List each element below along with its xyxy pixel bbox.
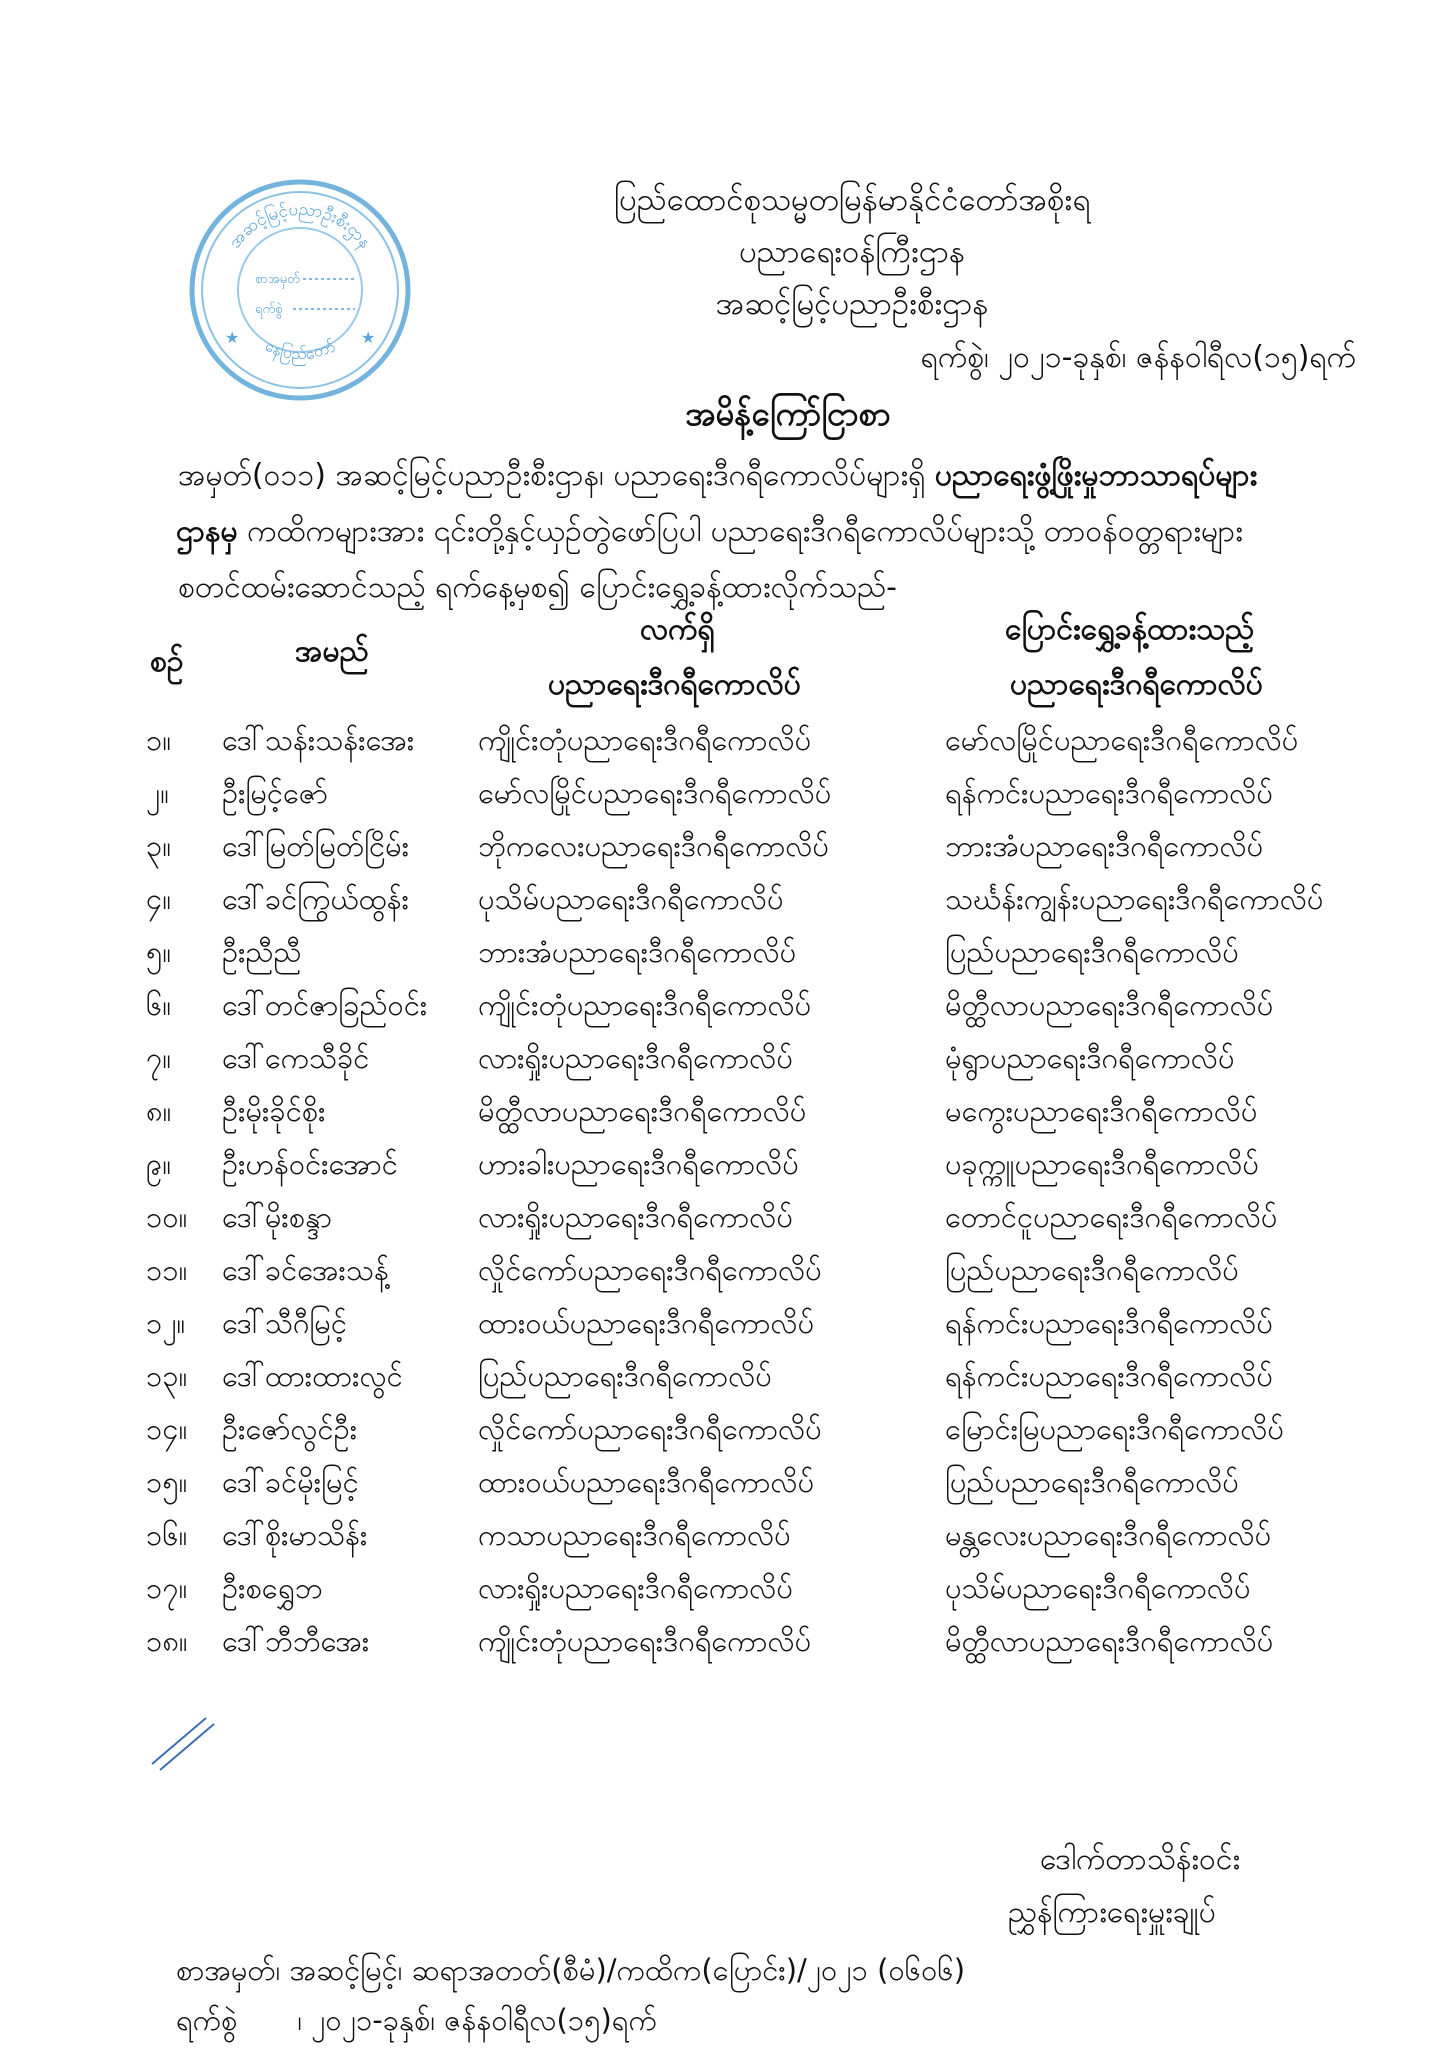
- table-row: [0, 1197, 1448, 1250]
- table-row: [0, 932, 1448, 985]
- row-name: ဦးညီညီ: [222, 935, 302, 969]
- row-current-college: ထားဝယ်ပညာရေးဒီဂရီကောလိပ်: [478, 1465, 815, 1499]
- signer-name: ဒေါက်တာသိန်းဝင်း: [1040, 1842, 1241, 1877]
- row-current-college: လှိုင်ကော်ပညာရေးဒီဂရီကောလိပ်: [478, 1412, 822, 1446]
- row-number: ၁၄။: [146, 1412, 188, 1446]
- table-row: [0, 985, 1448, 1038]
- row-new-college: ရန်ကင်းပညာရေးဒီဂရီကောလိပ်: [945, 776, 1273, 810]
- row-new-college: မုံရွာပညာရေးဒီဂရီကောလိပ်: [945, 1041, 1235, 1075]
- seal-line1: စာအမှတ်: [255, 272, 300, 287]
- row-current-college: ဘိုကလေးပညာရေးဒီဂရီကောလိပ်: [478, 829, 829, 863]
- table-header: [0, 610, 1448, 720]
- row-new-college: ပုသိမ်ပညာရေးဒီဂရီကောလိပ်: [945, 1571, 1251, 1605]
- row-current-college: ကျိုင်းတုံပညာရေးဒီဂရီကောလိပ်: [478, 723, 812, 757]
- seal-top-text: အဆင့်မြင့်ပညာဦးစီးဌာန: [224, 199, 376, 253]
- seal-bottom-text: နေပြည်တော်: [262, 335, 338, 365]
- row-current-college: လားရှိုးပညာရေးဒီဂရီကောလိပ်: [478, 1571, 793, 1605]
- table-row: [0, 1409, 1448, 1462]
- row-name: ဒေါ်သီဂီမြင့်: [222, 1306, 347, 1340]
- row-name: ဒေါ်တင်ဇာခြည်ဝင်း: [222, 988, 428, 1022]
- reference-date-value: ၊ ၂၀၂၁-ခုနှစ်၊ ဇန်နဝါရီလ(၁၅)ရက်: [297, 2003, 657, 2037]
- row-new-college: ရန်ကင်းပညာရေးဒီဂရီကောလိပ်: [945, 1306, 1273, 1340]
- row-number: ၂။: [146, 776, 170, 810]
- row-name: ဦးစရွှေဘ: [222, 1571, 323, 1605]
- row-new-college: မိတ္ထီလာပညာရေးဒီဂရီကောလိပ်: [945, 988, 1274, 1022]
- header-current-2: ပညာရေးဒီဂရီကောလိပ်: [548, 667, 801, 702]
- row-name: ဒေါ်ခင်အေးသန့်: [222, 1253, 389, 1287]
- row-number: ၁၀။: [146, 1200, 188, 1234]
- row-current-college: ပြည်ပညာရေးဒီဂရီကောလိပ်: [478, 1359, 772, 1393]
- svg-text:★: ★: [225, 328, 240, 347]
- row-current-college: မိတ္ထီလာပညာရေးဒီဂရီကောလိပ်: [478, 1094, 807, 1128]
- table-row: [0, 720, 1448, 773]
- row-name: ဒေါ်မိုးစန္ဒာ: [222, 1200, 332, 1234]
- row-number: ၁၇။: [146, 1571, 188, 1605]
- row-number: ၇။: [146, 1041, 172, 1075]
- row-name: ဒေါ်မြတ်မြတ်ငြိမ်း: [222, 829, 410, 863]
- row-name: ဒေါ်ထားထားလွင်: [222, 1359, 403, 1393]
- row-new-college: တောင်ငူပညာရေးဒီဂရီကောလိပ်: [945, 1200, 1278, 1234]
- row-name: ဒေါ်သန်းသန်းအေး: [222, 723, 415, 757]
- paragraph-part1: အမှတ်(၀၁၁) အဆင့်မြင့်ပညာဦးစီးဌာန၊ ပညာရေးဒီဂရီကောလိပ်များရှိ: [178, 458, 935, 493]
- body-paragraph: [178, 448, 1370, 616]
- row-current-college: ကျိုင်းတုံပညာရေးဒီဂရီကောလိပ်: [478, 1624, 812, 1658]
- row-new-college: ရန်ကင်းပညာရေးဒီဂရီကောလိပ်: [945, 1359, 1273, 1393]
- row-number: ၁၃။: [146, 1359, 188, 1393]
- table-row: [0, 1038, 1448, 1091]
- table-row: [0, 1462, 1448, 1515]
- row-number: ၁၆။: [146, 1518, 188, 1552]
- table-row: [0, 879, 1448, 932]
- row-new-college: ပြည်ပညာရေးဒီဂရီကောလိပ်: [945, 1465, 1239, 1499]
- row-current-college: ထားဝယ်ပညာရေးဒီဂရီကောလိပ်: [478, 1306, 815, 1340]
- row-new-college: ဘားအံပညာရေးဒီဂရီကောလိပ်: [945, 829, 1264, 863]
- row-new-college: မန္တလေးပညာရေးဒီဂရီကောလိပ်: [945, 1518, 1272, 1552]
- paragraph-part2: ကထိကများအား ၎င်းတို့နှင့်ယှဉ်တွဲဖော်ပြပါ ပညာရေးဒီဂရီကောလိပ်များသို့ တာဝန်ဝတ္တရားများ: [237, 514, 1243, 549]
- reference-number: စာအမှတ်၊ အဆင့်မြင့်၊ ဆရာအတတ်(စီမံ)/ကထိက(ပြောင်း)/၂၀၂၁ (၀၆၀၆): [176, 1953, 966, 1987]
- row-new-college: ပြည်ပညာရေးဒီဂရီကောလိပ်: [945, 1253, 1239, 1287]
- reference-date: [176, 2000, 657, 2040]
- row-current-college: ပုသိမ်ပညာရေးဒီဂရီကောလိပ်: [478, 882, 784, 916]
- seal-line2: ရက်စွဲ: [255, 302, 283, 317]
- row-number: ၈။: [146, 1094, 172, 1128]
- header-department: အဆင့်မြင့်ပညာဦးစီးဌာန: [715, 286, 989, 322]
- table-row: [0, 1621, 1448, 1674]
- row-current-college: ကသာပညာရေးဒီဂရီကောလိပ်: [478, 1518, 791, 1552]
- row-number: ၁၈။: [146, 1624, 188, 1658]
- table-row: [0, 1250, 1448, 1303]
- row-new-college: ပခုက္ကူပညာရေးဒီဂရီကောလိပ်: [945, 1147, 1259, 1181]
- row-new-college: သင်္ဃန်းကျွန်းပညာရေးဒီဂရီကောလိပ်: [945, 882, 1324, 916]
- row-current-college: လှိုင်ကော်ပညာရေးဒီဂရီကောလိပ်: [478, 1253, 822, 1287]
- reference-date-label: ရက်စွဲ: [176, 2003, 238, 2037]
- row-name: ဒေါ်ခင်ကြွယ်ထွန်း: [222, 882, 410, 916]
- row-number: ၉။: [146, 1147, 172, 1181]
- row-current-college: ဟားခါးပညာရေးဒီဂရီကောလိပ်: [478, 1147, 799, 1181]
- row-new-college: မကွေးပညာရေးဒီဂရီကောလိပ်: [945, 1094, 1258, 1128]
- row-name: ဦးဟန်ဝင်းအောင်: [222, 1147, 398, 1181]
- row-current-college: လားရှိုးပညာရေးဒီဂရီကောလိပ်: [478, 1200, 793, 1234]
- row-name: ဒေါ်ခင်မိုးမြင့်: [222, 1465, 359, 1499]
- table-row: [0, 1144, 1448, 1197]
- row-name: ဒေါ်ဘီဘီအေး: [222, 1624, 370, 1658]
- row-new-college: ပြည်ပညာရေးဒီဂရီကောလိပ်: [945, 935, 1239, 969]
- row-current-college: ကျိုင်းတုံပညာရေးဒီဂရီကောလိပ်: [478, 988, 812, 1022]
- header-date: ရက်စွဲ၊ ၂၀၂၁-ခုနှစ်၊ ဇန်နဝါရီလ(၁၅)ရက်: [920, 340, 1356, 375]
- row-number: ၁၂။: [146, 1306, 186, 1340]
- row-name: ဒေါ်ကေသီခိုင်: [222, 1041, 370, 1075]
- row-name: ဦးမြင့်ဇော်: [222, 776, 328, 810]
- table-row: [0, 1091, 1448, 1144]
- row-number: ၁၅။: [146, 1465, 188, 1499]
- header-government: ပြည်ထောင်စုသမ္မတမြန်မာနိုင်ငံတော်အစိုးရ: [613, 182, 1091, 218]
- svg-text:နေပြည်တော်: [261, 336, 338, 366]
- table-row: [0, 1515, 1448, 1568]
- end-slash-mark: [148, 1712, 218, 1772]
- table-row: [0, 773, 1448, 826]
- table-row: [0, 826, 1448, 879]
- row-current-college: ဘားအံပညာရေးဒီဂရီကောလိပ်: [478, 935, 797, 969]
- table-row: [0, 1356, 1448, 1409]
- row-name: ဒေါ်စိုးမာသိန်း: [222, 1518, 368, 1552]
- paragraph-part3: စတင်ထမ်းဆောင်သည့် ရက်နေ့မှစ၍ ပြောင်းရွှေ့ခန့်ထားလိုက်သည်-: [178, 570, 897, 605]
- paragraph-bold2: ဌာနမှ: [176, 514, 238, 549]
- row-number: ၄။: [146, 882, 172, 916]
- row-name: ဦးမိုးခိုင်စိုး: [222, 1094, 326, 1128]
- row-current-college: လားရှိုးပညာရေးဒီဂရီကောလိပ်: [478, 1041, 793, 1075]
- row-number: ၆။: [146, 988, 172, 1022]
- row-name: ဦးဇော်လွင်ဦး: [222, 1412, 358, 1446]
- header-ministry: ပညာရေးဝန်ကြီးဌာန: [739, 234, 965, 270]
- row-number: ၁။: [146, 723, 172, 757]
- row-new-college: မိတ္ထီလာပညာရေးဒီဂရီကောလိပ်: [945, 1624, 1274, 1658]
- signer-title: ညွှန်ကြားရေးမှူးချုပ်: [1008, 1895, 1216, 1930]
- svg-text:★: ★: [361, 328, 376, 347]
- document-title: အမိန့်ကြော်ငြာစာ: [685, 394, 891, 433]
- row-new-college: မော်လမြိုင်ပညာရေးဒီဂရီကောလိပ်: [945, 723, 1299, 757]
- table-row: [0, 1568, 1448, 1621]
- row-current-college: မော်လမြိုင်ပညာရေးဒီဂရီကောလိပ်: [478, 776, 832, 810]
- row-number: ၅။: [146, 935, 172, 969]
- paragraph-bold1: ပညာရေးဖွံ့ဖြိုးမှုဘာသာရပ်များ: [934, 458, 1258, 493]
- header-name: အမည်: [295, 634, 369, 669]
- header-current-1: လက်ရှိ: [640, 612, 715, 647]
- table-row: [0, 1303, 1448, 1356]
- row-number: ၁၁။: [146, 1253, 188, 1287]
- header-no: စဉ်: [150, 644, 184, 679]
- header-new-1: ပြောင်းရွှေ့ခန့်ထားသည့်: [1005, 612, 1255, 647]
- row-new-college: မြောင်းမြပညာရေးဒီဂရီကောလိပ်: [945, 1412, 1284, 1446]
- header-new-2: ပညာရေးဒီဂရီကောလိပ်: [1010, 667, 1263, 702]
- row-number: ၃။: [146, 829, 172, 863]
